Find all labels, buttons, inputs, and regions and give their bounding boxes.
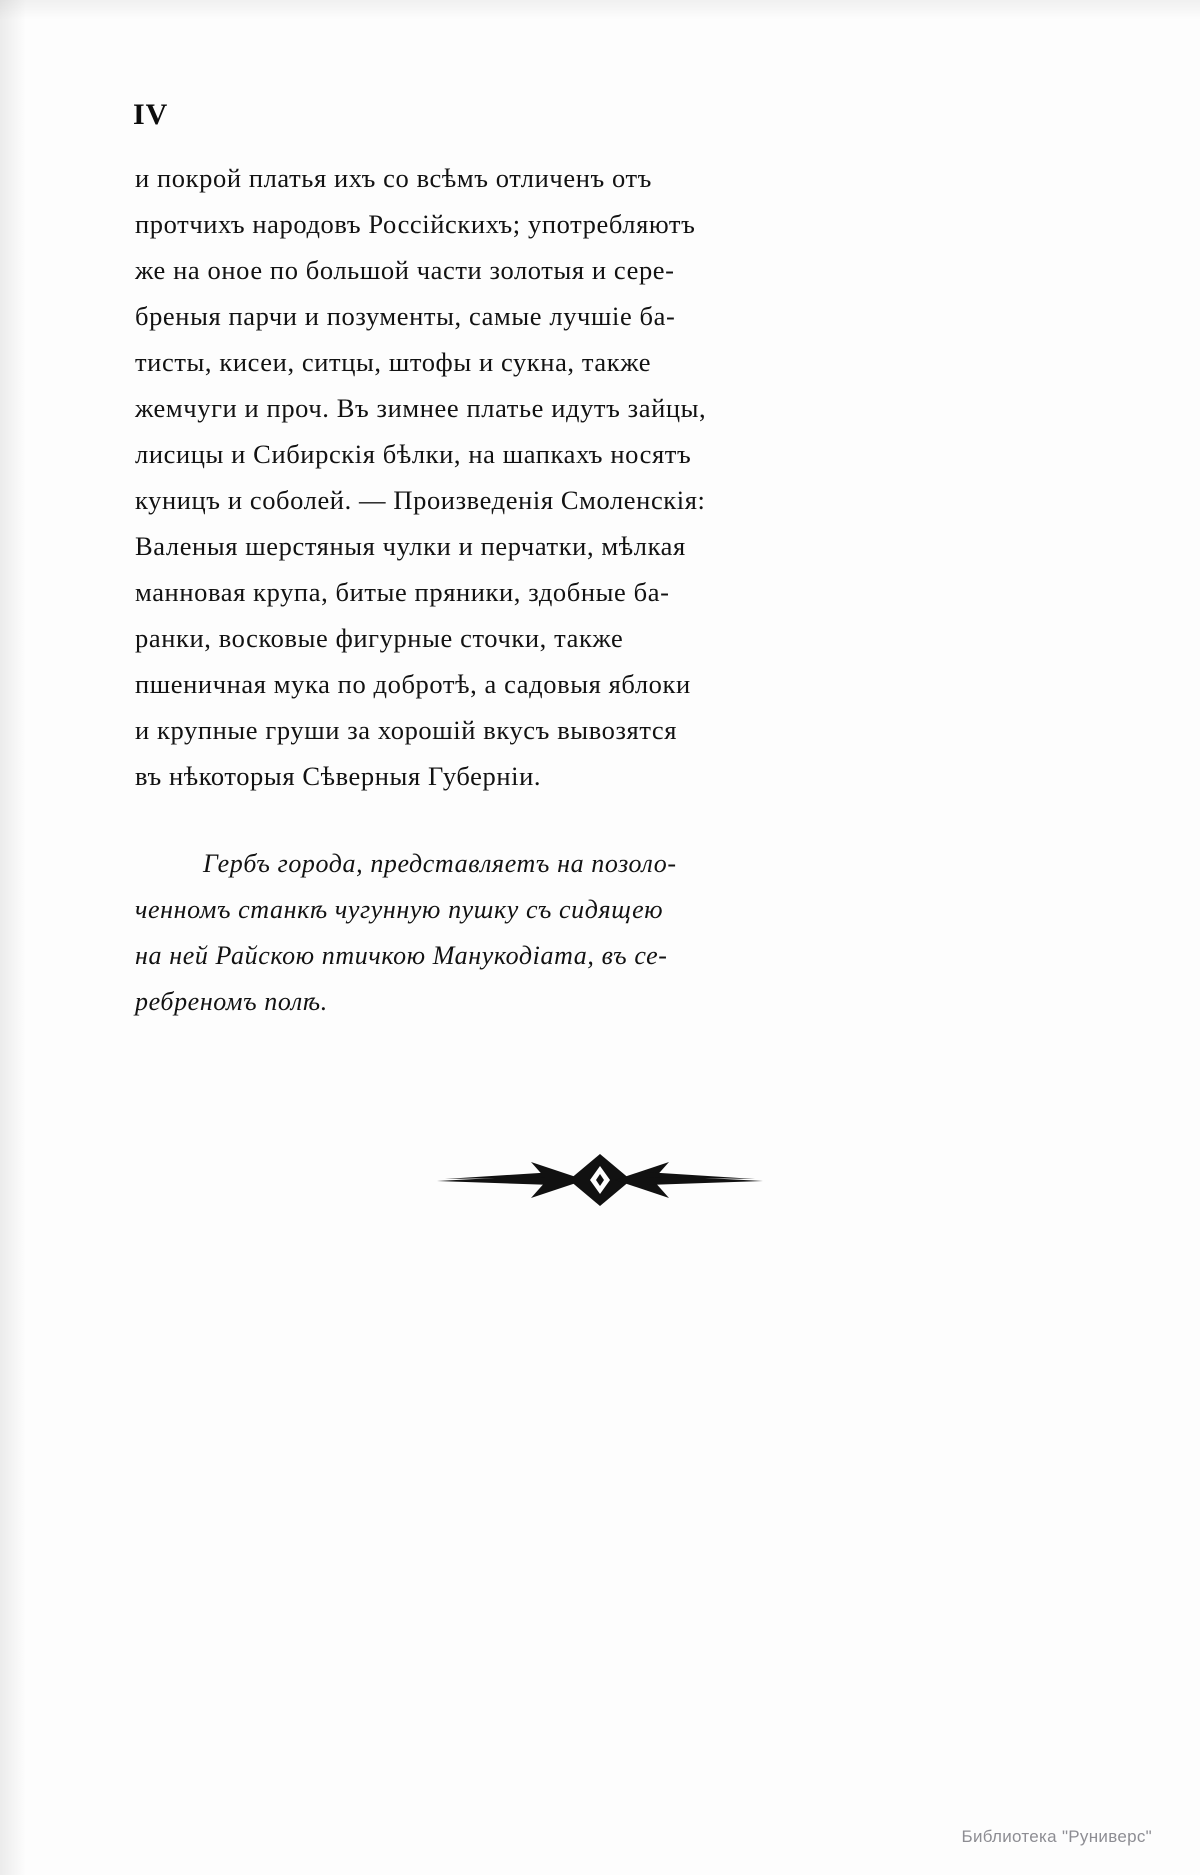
page-body bbox=[135, 155, 880, 1025]
library-credit: Библиотека "Руниверс" bbox=[961, 1827, 1152, 1846]
paragraph-goods bbox=[135, 155, 880, 799]
text-line: лисицы и Сибирскія бѣлки, на шапкахъ носятъ bbox=[135, 439, 692, 469]
text-line: манновая крупа, битые пряники, здобные ба- bbox=[135, 577, 670, 607]
text-line: Гербъ города, представляетъ на позоло- bbox=[203, 849, 677, 878]
text-line: ребреномъ полѣ. bbox=[135, 987, 328, 1016]
paragraph-coat-of-arms bbox=[135, 841, 880, 1025]
text-line: ранки, восковые фигурные сточки, также bbox=[135, 623, 624, 653]
diamond-arrow-rule-ornament bbox=[0, 1150, 1200, 1210]
text-line: жемчуги и проч. Въ зимнее платье идутъ зайцы, bbox=[135, 393, 707, 423]
text-line: въ нѣкоторыя Сѣверныя Губерніи. bbox=[135, 761, 542, 791]
text-line: же на оное по большой части золотыя и сере- bbox=[135, 255, 675, 285]
text-line: на ней Райскою птичкою Манукодіата, въ се- bbox=[135, 941, 668, 970]
text-line: и покрой платья ихъ со всѣмъ отличенъ отъ bbox=[135, 163, 652, 193]
text-line: куницъ и соболей. — Произведенія Смоленскія: bbox=[135, 485, 706, 515]
text-line: протчихъ народовъ Россійскихъ; употребляютъ bbox=[135, 209, 696, 239]
text-line: ченномъ станкѣ чугунную пушку съ сидящею bbox=[135, 895, 664, 924]
page-number: IV bbox=[133, 98, 169, 131]
text-line: Валеныя шерстяныя чулки и перчатки, мѣлкая bbox=[135, 531, 686, 561]
scan-shadow-top bbox=[0, 0, 1200, 20]
scan-shadow-left bbox=[0, 0, 26, 1875]
text-line: тисты, кисеи, ситцы, штофы и сукна, также bbox=[135, 347, 652, 377]
text-line: и крупные груши за хорошій вкусъ вывозятся bbox=[135, 715, 678, 745]
text-line: пшеничная мука по добротѣ, а садовыя яблоки bbox=[135, 669, 691, 699]
text-line: бреныя парчи и позументы, самые лучшіе ба- bbox=[135, 301, 676, 331]
